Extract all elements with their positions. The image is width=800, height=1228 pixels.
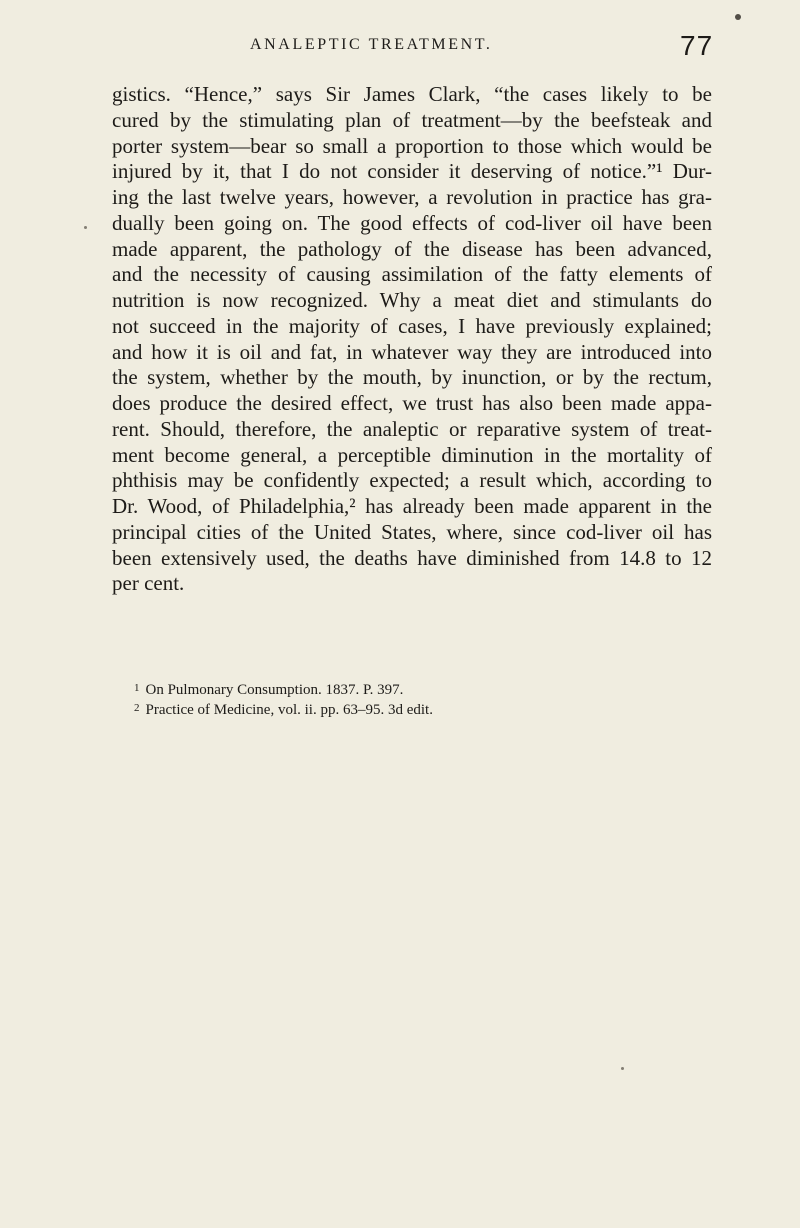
text-line: injured by it, that I do not consider it deserving of notice.”¹ Dur- (112, 159, 712, 184)
text-line: principal cities of the United States, where, since cod-liver oil has (112, 519, 712, 544)
running-head (0, 32, 800, 62)
text-line-last: per cent. (112, 571, 185, 596)
footnote-marker: 2 (134, 702, 140, 714)
text-line: made apparent, the pathology of the disease has been advanced, (112, 236, 712, 261)
footnote-marker: 1 (134, 682, 140, 694)
text-line: ing the last twelve years, however, a revolution in practice has gra- (112, 185, 712, 209)
text-line: porter system—bear so small a proportion to those which would be (112, 133, 712, 158)
text-line: does produce the desired effect, we trust has also been made appa- (112, 391, 712, 415)
body-text (112, 82, 712, 597)
footnote (134, 698, 694, 718)
paper-blemish (84, 226, 87, 229)
text-line: not succeed in the majority of cases, I have previously explained; (112, 313, 712, 338)
footnote (134, 678, 694, 698)
footnote-text: Practice of Medicine, vol. ii. pp. 63–95. 3d edit. (145, 702, 433, 718)
running-head-title: ANALEPTIC TREATMENT. (250, 36, 493, 53)
text-line: phthisis may be confidently expected; a result which, according to (112, 468, 712, 493)
text-line: and the necessity of causing assimilation of the fatty elements of (112, 262, 712, 287)
text-line: been extensively used, the deaths have diminished from 14.8 to 12 (112, 545, 712, 570)
paper-blemish (735, 14, 741, 20)
footnote-text: On Pulmonary Consumption. 1837. P. 397. (145, 682, 404, 698)
text-line: dually been going on. The good effects of cod-liver oil have been (112, 210, 712, 235)
paper-blemish (621, 1067, 624, 1070)
text-line: nutrition is now recognized. Why a meat diet and stimulants do (112, 288, 712, 312)
page-number: 77 (680, 30, 714, 61)
footnotes (134, 678, 694, 718)
text-line: cured by the stimulating plan of treatment—by the beefsteak and (112, 107, 712, 132)
text-line: ment become general, a perceptible diminution in the mortality of (112, 442, 712, 467)
text-line: rent. Should, therefore, the analeptic or reparative system of treat- (112, 416, 712, 441)
text-line: gistics. “Hence,” says Sir James Clark, “the cases likely to be (112, 82, 712, 106)
text-line: Dr. Wood, of Philadelphia,² has already been made apparent in the (112, 494, 712, 518)
text-line: the system, whether by the mouth, by inunction, or by the rectum, (112, 365, 712, 390)
text-line: and how it is oil and fat, in whatever way they are introduced into (112, 339, 712, 364)
